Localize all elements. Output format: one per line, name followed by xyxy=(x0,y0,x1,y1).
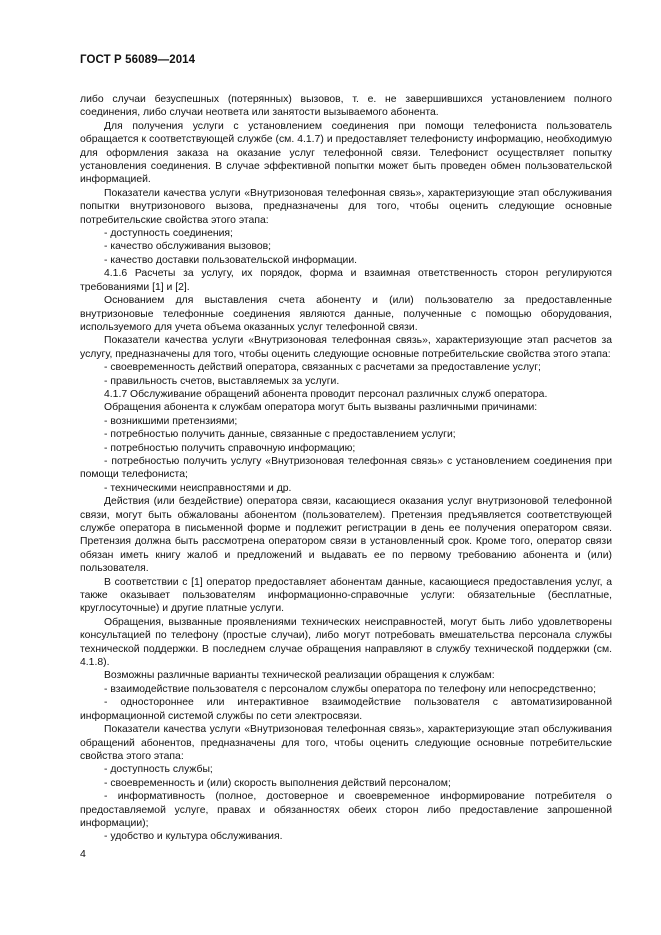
document-header: ГОСТ Р 56089—2014 xyxy=(80,54,196,66)
list-item: - техническими неисправностями и др. xyxy=(104,482,292,494)
list-item: - возникшими претензиями; xyxy=(104,415,238,427)
list-item: - удобство и культура обслуживания. xyxy=(104,831,283,843)
list-item: - доступность службы; xyxy=(104,764,213,776)
page-number: 4 xyxy=(80,848,86,860)
list-item: - доступность соединения; xyxy=(104,228,233,240)
list-item: - своевременность и (или) скорость выполнения действий персоналом; xyxy=(104,777,451,789)
paragraph: Показатели качества услуги «Внутризоновая телефонная связь», характеризующие этап обслуживания попытки внутризонового вызова, предназначены для того, чтобы оценить следующие основные потребительские свойства этого этапа: xyxy=(80,187,612,226)
section-4-1-7: 4.1.7 Обслуживание обращений абонента проводит персонал различных служб оператора. xyxy=(104,388,548,400)
list-item: - качество обслуживания вызовов; xyxy=(104,241,272,253)
paragraph: Показатели качества услуги «Внутризоновая телефонная связь», характеризующие этап обслуживания обращений абонентов, предназначены для того, чтобы оценить следующие основные потребительские свойства этого этапа: xyxy=(80,724,612,762)
paragraph: В соответствии с [1] оператор предоставляет абонентам данные, касающиеся предоставления услуг, а также оказывает пользователям информационно-справочные услуги: обязательные (бесплатные, круглосуточные) и другие платные услуги. xyxy=(80,576,612,615)
section-4-1-6: 4.1.6 Расчеты за услугу, их порядок, форма и взаимная ответственность сторон регулируются требованиями [1] и [2]. xyxy=(80,268,612,293)
paragraph: Для получения услуги с установлением соединения при помощи телефониста пользователь обращается к соответствующей службе (см. 4.1.7) и предоставляет телефонисту информацию, необходимую для оформления заказа на оказание услуг телефонной связи. Телефонист осуществляет попытку установления соединения. В случае эффективной попытки может быть проведен обмен пользовательской информацией. xyxy=(80,120,612,186)
paragraph: Основанием для выставления счета абоненту и (или) пользователю за предоставленные внутризоновые телефонные соединения являются данные, полученные с помощью оборудования, используемого для учета объема оказанных услуг телефонной связи. xyxy=(80,295,612,333)
list-item: - потребностью получить услугу «Внутризоновая телефонная связь» с установлением соединения при помощи телефониста; xyxy=(80,455,612,481)
list-item: - информативность (полное, достоверное и своевременное информирование потребителя о предоставляемой услуге, правах и обязанностях обеих сторон либо предоставление запрошенной информации); xyxy=(80,791,612,829)
list-item: - качество доставки пользовательской информации. xyxy=(104,254,358,266)
list-item: - взаимодействие пользователя с персоналом службы оператора по телефону или непосредственно; xyxy=(104,683,596,695)
body-text xyxy=(80,93,612,844)
paragraph: Обращения абонента к службам оператора могут быть вызваны различными причинами: xyxy=(104,402,538,414)
paragraph: Возможны различные варианты технической реализации обращения к службам: xyxy=(104,670,495,682)
list-item: - правильность счетов, выставляемых за услуги. xyxy=(104,375,340,387)
list-item: - потребностью получить данные, связанные с предоставлением услуги; xyxy=(104,429,456,441)
paragraph: Показатели качества услуги «Внутризоновая телефонная связь», характеризующие этап расчетов за услугу, предназначены для того, чтобы оценить следующие основные потребительские свойства этого этапа: xyxy=(80,335,612,360)
paragraph: либо случаи безуспешных (потерянных) вызовов, т. е. не завершившихся установлением полного соединения, либо случаи неответа или занятости вызываемого абонента. xyxy=(80,94,612,119)
paragraph: Обращения, вызванные проявлениями технических неисправностей, могут быть либо удовлетворены консультацией по телефону (простые случаи), либо могут потребовать вмешательства персонала службы технической поддержки. В последнем случае обращения направляют в службу технической поддержки (см. 4.1.8). xyxy=(80,616,612,669)
list-item: - своевременность действий оператора, связанных с расчетами за предоставление услуг; xyxy=(104,362,541,374)
paragraph: Действия (или бездействие) оператора связи, касающиеся оказания услуг внутризоновой телефонной связи, могут быть обжалованы абонентом (пользователем). Претензия предъявляется соответствующей службе оператора в письменной форме и подлежит регистрации в день ее получения оператором связи. Претензия должна быть рассмотрена оператором связи в установленный срок. Кроме того, оператор связи обязан иметь книгу жалоб и предложений и выдавать ее по первому требованию абонента и (или) пользователя. xyxy=(80,496,612,575)
list-item: - потребностью получить справочную информацию; xyxy=(104,442,356,454)
list-item: - одностороннее или интерактивное взаимодействие пользователя с автоматизированной информационной системой службы по сети электросвязи. xyxy=(80,697,612,722)
